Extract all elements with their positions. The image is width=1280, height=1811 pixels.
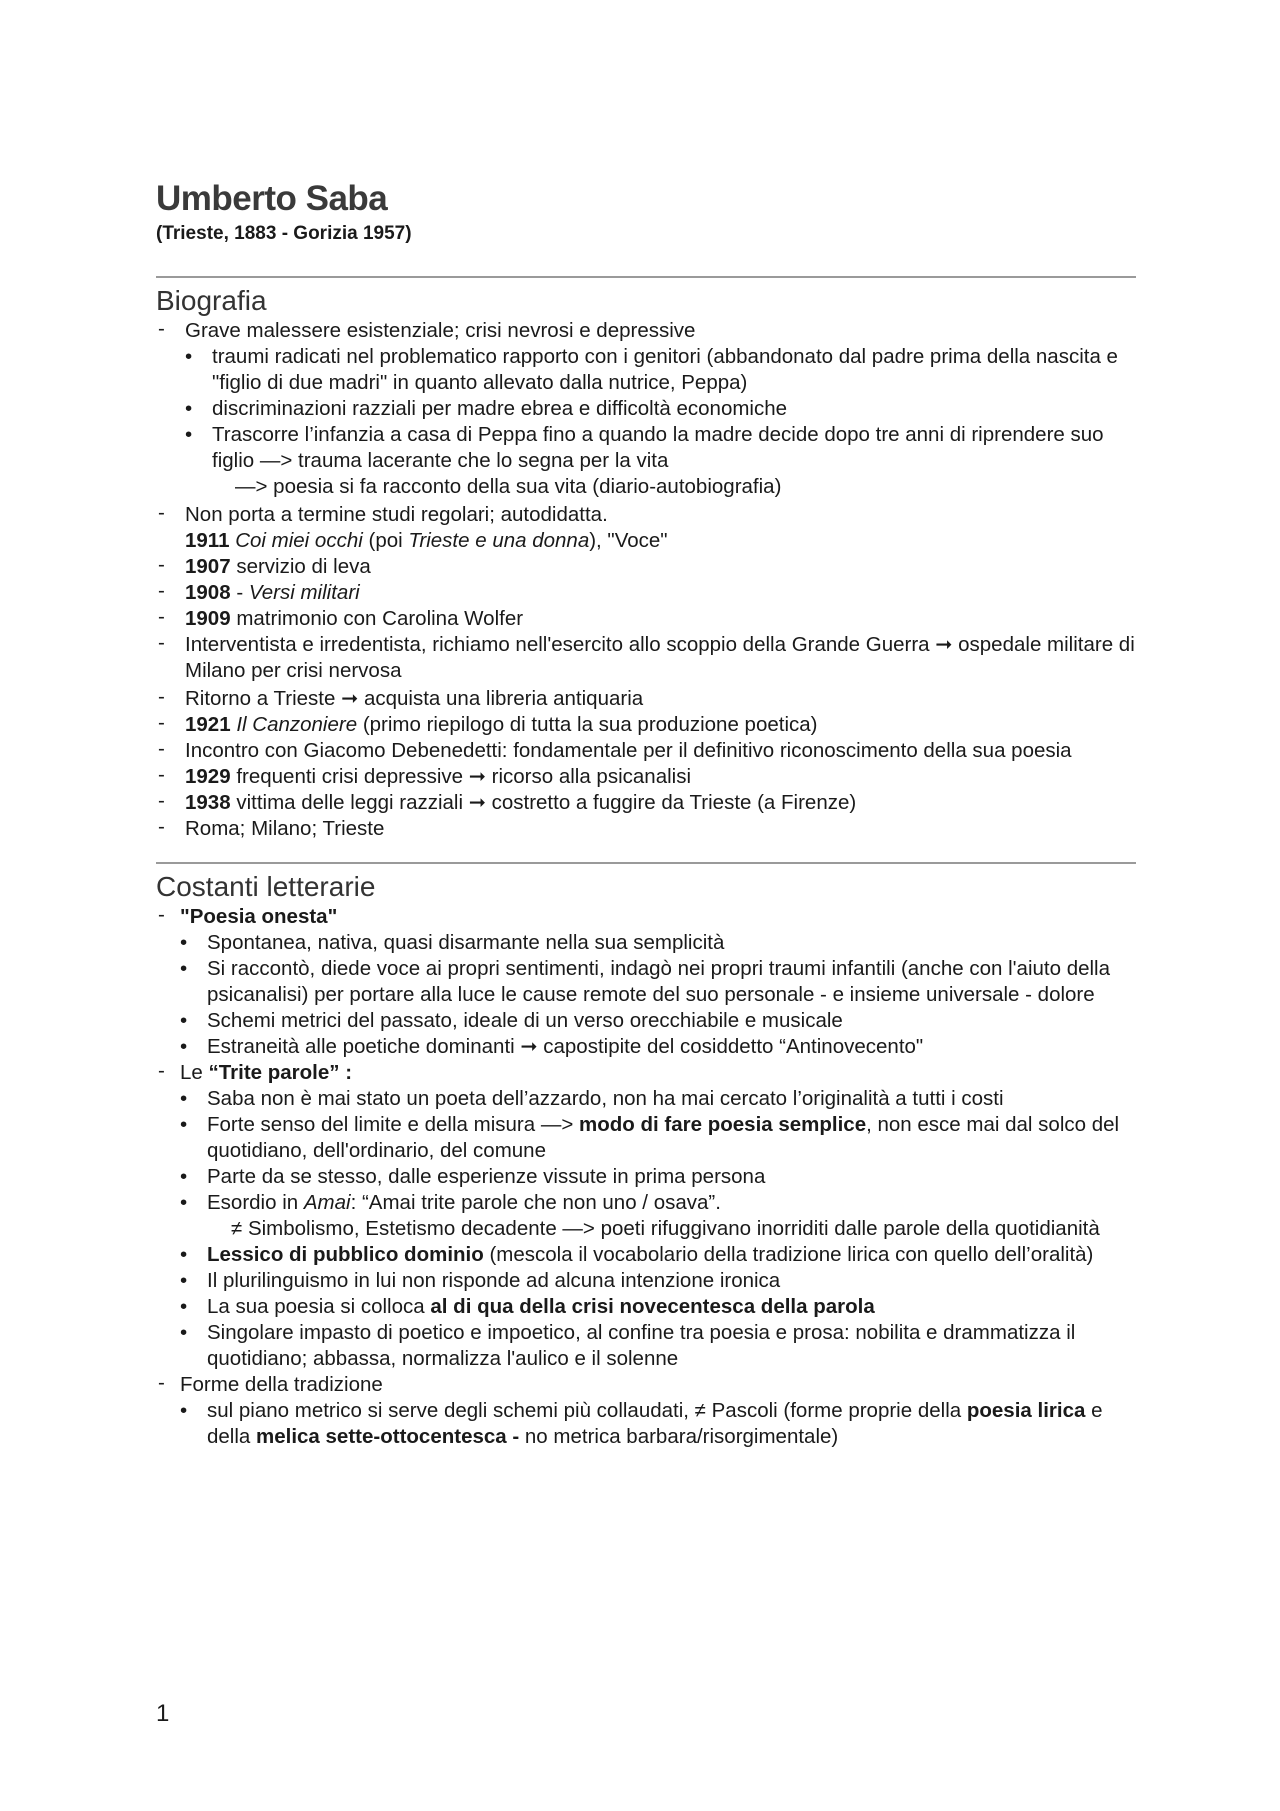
note-line: ≠ Simbolismo, Estetismo decadente —> poeti rifuggivano inorriditi dalle parole della quotidianità [231, 1217, 1100, 1240]
list-item: • Spontanea, nativa, quasi disarmante nella sua semplicità [180, 930, 1136, 956]
costanti-list [156, 904, 1136, 1450]
sub-list [180, 1086, 1136, 1372]
list-item: • Parte da se stesso, dalle esperienze vissute in prima persona [180, 1164, 1136, 1190]
list-item: • Esordio in Amai: “Amai trite parole che non uno / osava”. ≠ Simbolismo, Estetismo decadente —> poeti rifuggivano inorriditi dalle parole della quotidianità [180, 1190, 1136, 1242]
document-page [156, 178, 1136, 1450]
list-item: • Trascorre l’infanzia a casa di Peppa fino a quando la madre decide dopo tre anni di riprendere suo figlio —> trauma lacerante che lo segna per la vita [185, 422, 1136, 474]
list-item: • Forte senso del limite e della misura —> modo di fare poesia semplice, non esce mai dal solco del quotidiano, dell'ordinario, del comune [180, 1112, 1136, 1164]
list-item: - Ritorno a Trieste ➞ acquista una libreria antiquaria [156, 686, 1136, 712]
list-item: - Le “Trite parole” : • Saba non è mai stato un poeta dell’azzardo, non ha mai cercato l’originalità a tutti i costi • Forte senso del limite e della misura —> modo di fare poesia semplice, non esce mai dal solco del quotidiano, dell'ordinario, del comune • Parte da se stesso, dalle esperienze vissute in prima persona • Esordio in Amai: “Amai trite parole che non uno / osava”. ≠ Simbolismo, Estetismo decadente —> poeti rifuggivano inorriditi dalle parole della quotidianità • Lessico di pubblico dominio (mescola il vocabolario della tradizione lirica con quello dell’oralità) • Il plurilinguismo in lui non risponde ad alcuna intenzione ironica • La sua poesia si colloca al di qua della crisi novecentesca della parola • Singolare impasto di poetico e impoetico, al confine tra poesia e prosa: nobilita e drammatizza il quotidiano; abbassa, normalizza l'aulico e il solenne [156, 1060, 1136, 1372]
continuation-line: 1911 Coi miei occhi (poi Trieste e una donna), "Voce" [185, 529, 668, 552]
list-item: - 1909 matrimonio con Carolina Wolfer [156, 606, 1136, 632]
list-item: • Si raccontò, diede voce ai propri sentimenti, indagò nei propri traumi infantili (anche con l'aiuto della psicanalisi) per portare alla luce le cause remote del suo personale - e insieme universale - dolore [180, 956, 1136, 1008]
page-number: 1 [156, 1700, 170, 1727]
list-item: - Incontro con Giacomo Debenedetti: fondamentale per il definitivo riconoscimento della sua poesia [156, 738, 1136, 764]
page-subtitle: (Trieste, 1883 - Gorizia 1957) [156, 223, 412, 244]
biografia-list [156, 318, 1136, 842]
section-divider [156, 276, 1136, 278]
list-item: • Il plurilinguismo in lui non risponde ad alcuna intenzione ironica [180, 1268, 1136, 1294]
list-item: • discriminazioni razziali per madre ebrea e difficoltà economiche [185, 396, 1136, 422]
note-line: —> poesia si fa racconto della sua vita (diario-autobiografia) [235, 475, 782, 498]
list-item: - 1908 - Versi militari [156, 580, 1136, 606]
list-item: - 1938 vittima delle leggi razziali ➞ costretto a fuggire da Trieste (a Firenze) [156, 790, 1136, 816]
list-item: - "Poesia onesta" • Spontanea, nativa, quasi disarmante nella sua semplicità • Si raccontò, diede voce ai propri sentimenti, indagò nei propri traumi infantili (anche con l'aiuto della psicanalisi) per portare alla luce le cause remote del suo personale - e insieme universale - dolore • Schemi metrici del passato, ideale di un verso orecchiabile e musicale • Estraneità alle poetiche dominanti ➞ capostipite del cosiddetto “Antinovecento" [156, 904, 1136, 1060]
list-item: • Lessico di pubblico dominio (mescola il vocabolario della tradizione lirica con quello dell’oralità) [180, 1242, 1136, 1268]
section-heading-biografia: Biografia [156, 285, 267, 316]
list-item: - Roma; Milano; Trieste [156, 816, 1136, 842]
section-divider [156, 862, 1136, 864]
list-item: - Non porta a termine studi regolari; autodidatta. 1911 Coi miei occhi (poi Trieste e una donna), "Voce" [156, 502, 1136, 554]
list-item: • Saba non è mai stato un poeta dell’azzardo, non ha mai cercato l’originalità a tutti i costi [180, 1086, 1136, 1112]
sub-list [185, 344, 1136, 474]
sub-list [180, 930, 1136, 1060]
list-item: - Interventista e irredentista, richiamo nell'esercito allo scoppio della Grande Guerra ➞ ospedale militare di Milano per crisi nervosa [156, 632, 1136, 684]
section-heading-costanti: Costanti letterarie [156, 871, 376, 902]
list-item: • La sua poesia si colloca al di qua della crisi novecentesca della parola [180, 1294, 1136, 1320]
list-item: - 1907 servizio di leva [156, 554, 1136, 580]
list-item: - 1929 frequenti crisi depressive ➞ ricorso alla psicanalisi [156, 764, 1136, 790]
costanti-section [156, 904, 1136, 1450]
list-item: • traumi radicati nel problematico rapporto con i genitori (abbandonato dal padre prima della nascita e "figlio di due madri" in quanto allevato dalla nutrice, Peppa) [185, 344, 1136, 396]
list-item: • sul piano metrico si serve degli schemi più collaudati, ≠ Pascoli (forme proprie della poesia lirica e della melica sette-ottocentesca - no metrica barbara/risorgimentale) [180, 1398, 1136, 1450]
page-title: Umberto Saba [156, 179, 388, 218]
list-item: - 1921 Il Canzoniere (primo riepilogo di tutta la sua produzione poetica) [156, 712, 1136, 738]
list-item: - Forme della tradizione • sul piano metrico si serve degli schemi più collaudati, ≠ Pascoli (forme proprie della poesia lirica e della melica sette-ottocentesca - no metrica barbara/risorgimentale) [156, 1372, 1136, 1450]
list-item: • Estraneità alle poetiche dominanti ➞ capostipite del cosiddetto “Antinovecento" [180, 1034, 1136, 1060]
list-item: - Grave malessere esistenziale; crisi nevrosi e depressive • traumi radicati nel problematico rapporto con i genitori (abbandonato dal padre prima della nascita e "figlio di due madri" in quanto allevato dalla nutrice, Peppa) • discriminazioni razziali per madre ebrea e difficoltà economiche • Trascorre l’infanzia a casa di Peppa fino a quando la madre decide dopo tre anni di riprendere suo figlio —> trauma lacerante che lo segna per la vita —> poesia si fa racconto della sua vita (diario-autobiografia) [156, 318, 1136, 500]
list-item: • Singolare impasto di poetico e impoetico, al confine tra poesia e prosa: nobilita e drammatizza il quotidiano; abbassa, normalizza l'aulico e il solenne [180, 1320, 1136, 1372]
sub-list [180, 1398, 1136, 1450]
list-item: • Schemi metrici del passato, ideale di un verso orecchiabile e musicale [180, 1008, 1136, 1034]
